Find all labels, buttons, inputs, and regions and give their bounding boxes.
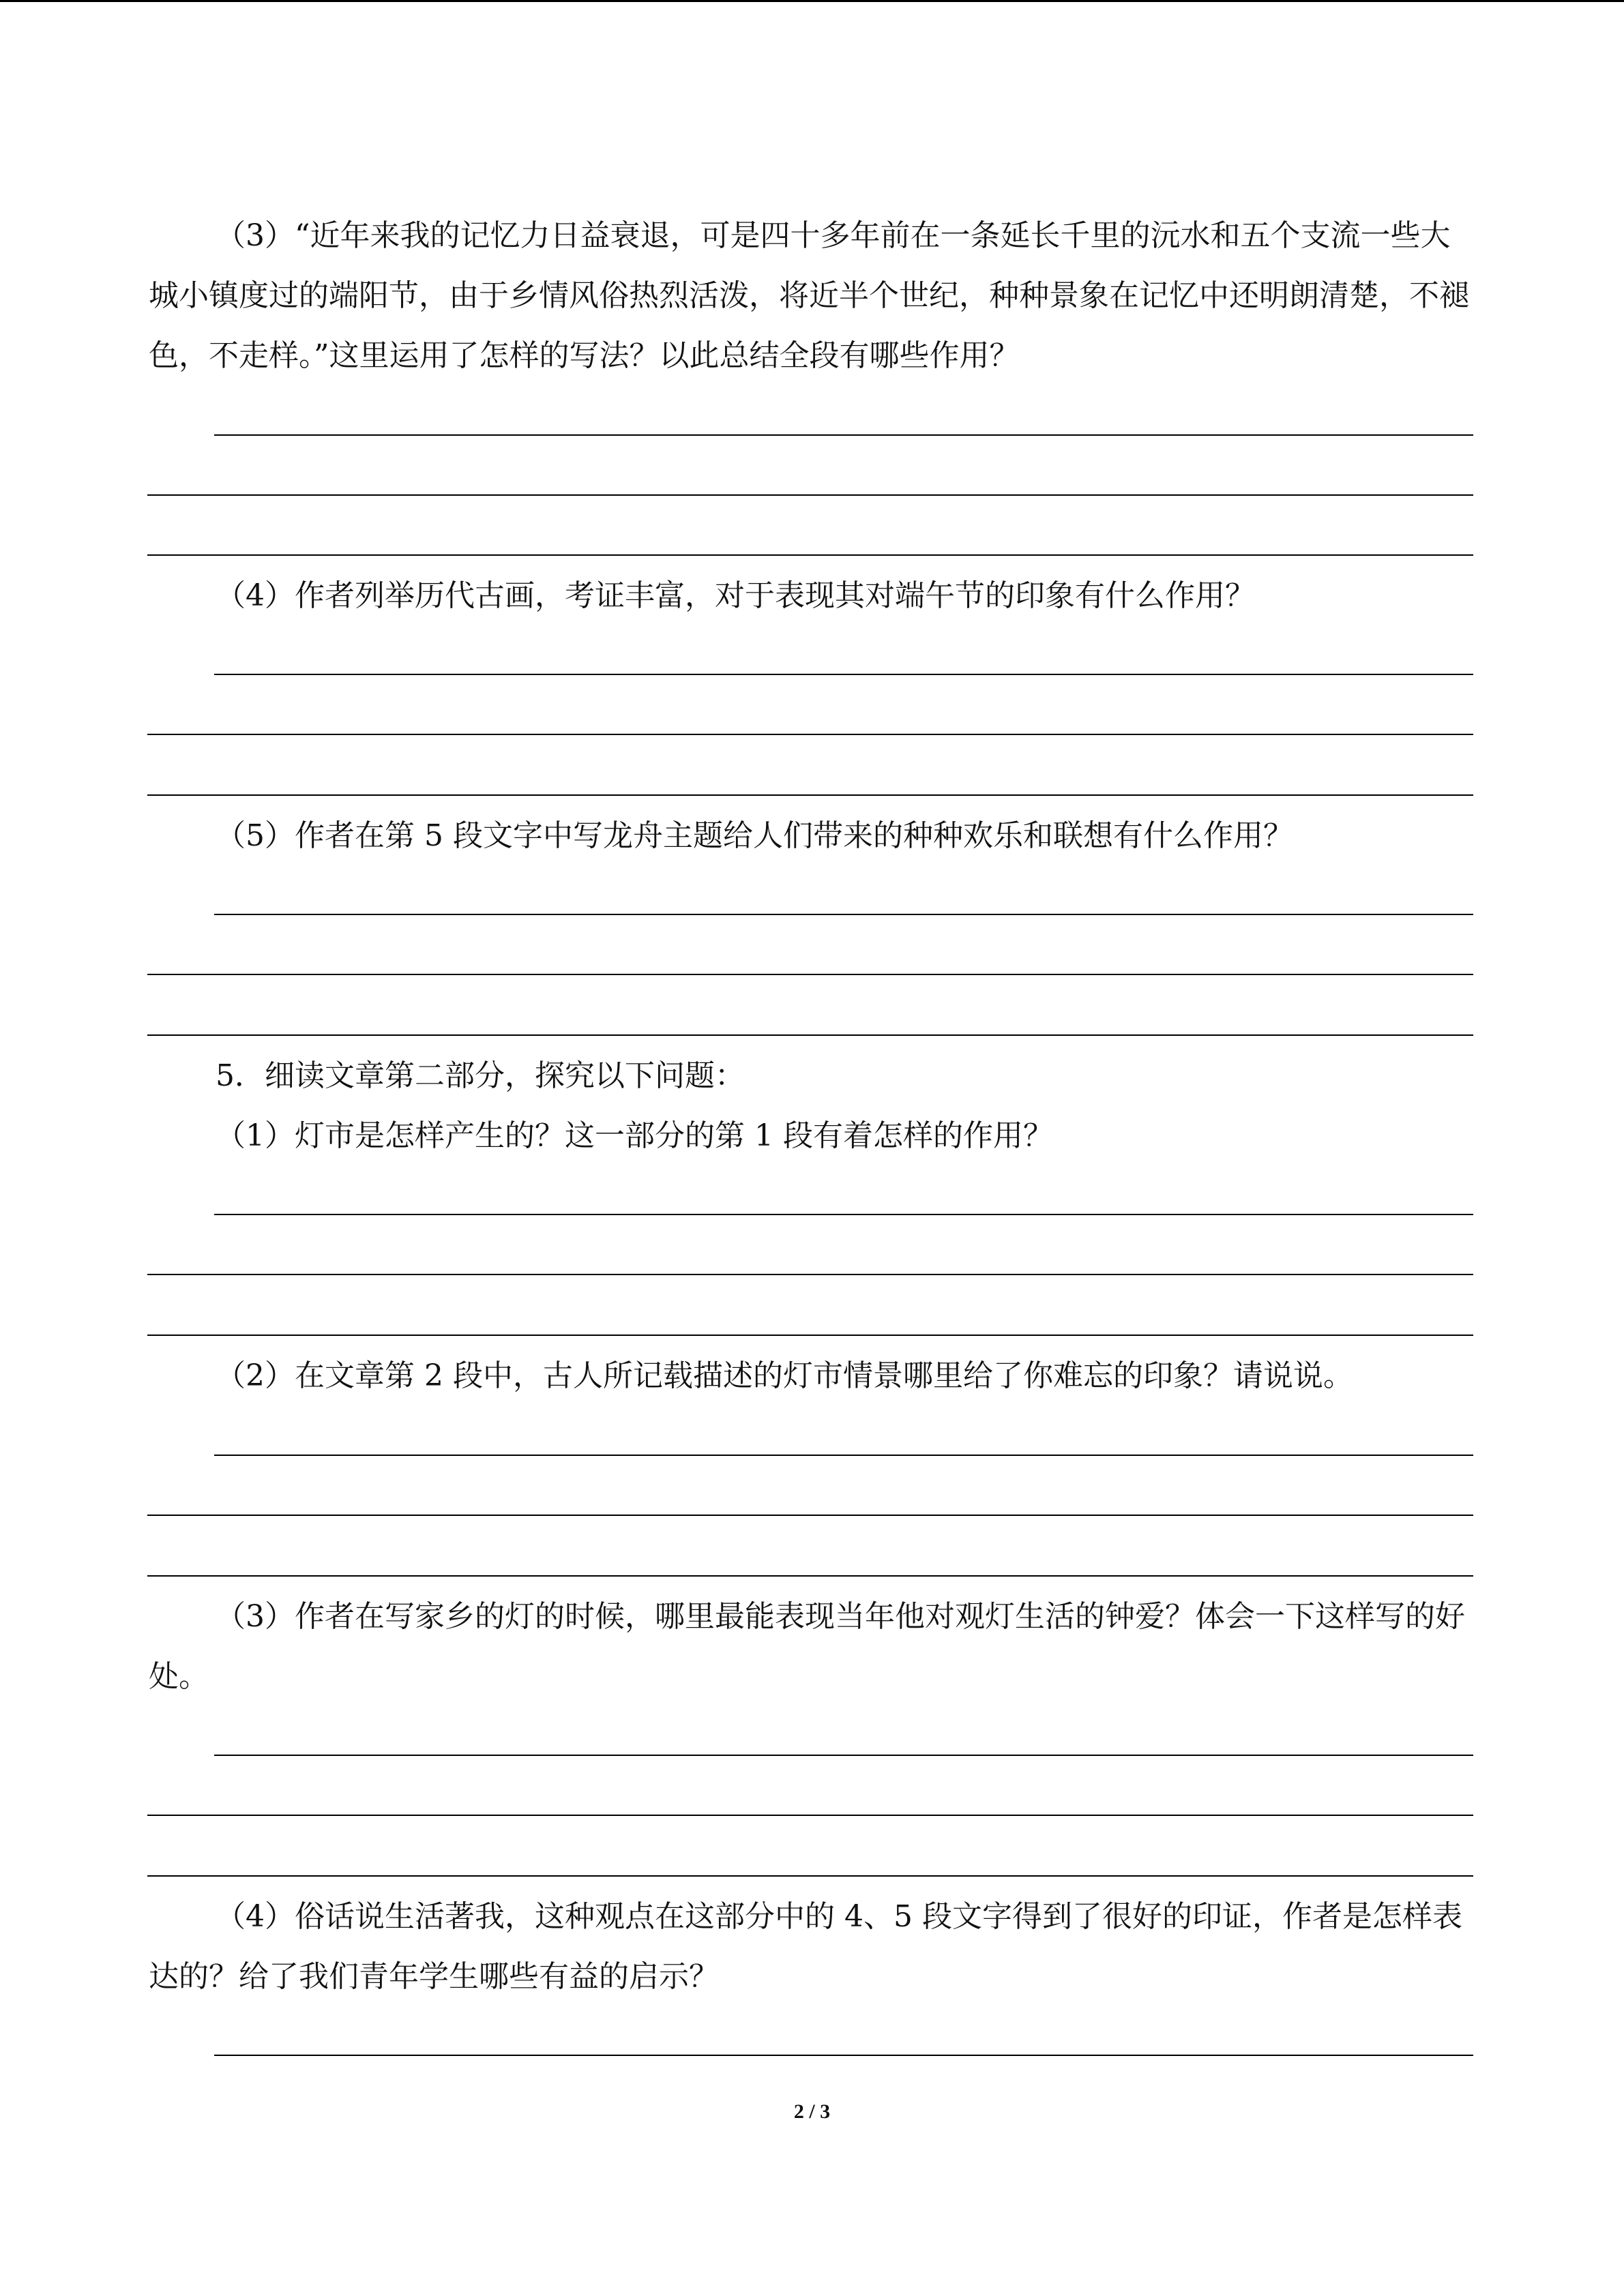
answer-line	[214, 434, 1473, 436]
question-4-3: （3）“近年来我的记忆力日益衰退，可是四十多年前在一条延长千里的沅水和五个支流一些大城小镇度过的端阳节，由于乡情风俗热烈活泼，将近半个世纪，种种景象在记忆中还明朗清楚，不褪色，不走样。”这里运用了怎样的写法？以此总结全段有哪些作用？	[149, 218, 1469, 373]
question-5-2: （2）在文章第 2 段中，古人所记载描述的灯市情景哪里给了你难忘的印象？请说说。	[216, 1358, 1353, 1393]
answer-line	[147, 734, 1473, 735]
answer-line	[147, 1274, 1473, 1275]
answer-line	[147, 1575, 1473, 1577]
answer-line	[214, 914, 1473, 915]
top-border	[0, 0, 1624, 2]
question-5-4: （4）俗话说生活著我，这种观点在这部分中的 4、5 段文字得到了很好的印证，作者是怎样表达的？给了我们青年学生哪些有益的启示？	[149, 1899, 1462, 1994]
answer-line	[147, 554, 1473, 556]
question-5-3: （3）作者在写家乡的灯的时候，哪里最能表现当年他对观灯生活的钟爱？体会一下这样写的好处。	[149, 1599, 1465, 1694]
page-number: 2 / 3	[793, 2100, 831, 2123]
question-5-1: （1）灯市是怎样产生的？这一部分的第 1 段有着怎样的作用？	[216, 1118, 1053, 1153]
answer-line	[147, 1515, 1473, 1516]
answer-line	[147, 794, 1473, 796]
answer-line	[214, 1455, 1473, 1456]
question-5-title: 5．细读文章第二部分，探究以下问题：	[216, 1058, 745, 1093]
question-4-4: （4）作者列举历代古画，考证丰富，对于表现其对端午节的印象有什么作用？	[216, 578, 1255, 613]
answer-line	[214, 2055, 1473, 2056]
answer-line	[147, 1815, 1473, 1816]
answer-line	[214, 1214, 1473, 1215]
answer-line	[147, 1875, 1473, 1877]
question-4-5: （5）作者在第 5 段文字中写龙舟主题给人们带来的种种欢乐和联想有什么作用？	[216, 818, 1293, 853]
answer-line	[147, 974, 1473, 975]
answer-line	[147, 1034, 1473, 1036]
answer-line	[214, 674, 1473, 675]
answer-line	[147, 1335, 1473, 1336]
answer-line	[147, 494, 1473, 496]
answer-line	[214, 1755, 1473, 1756]
